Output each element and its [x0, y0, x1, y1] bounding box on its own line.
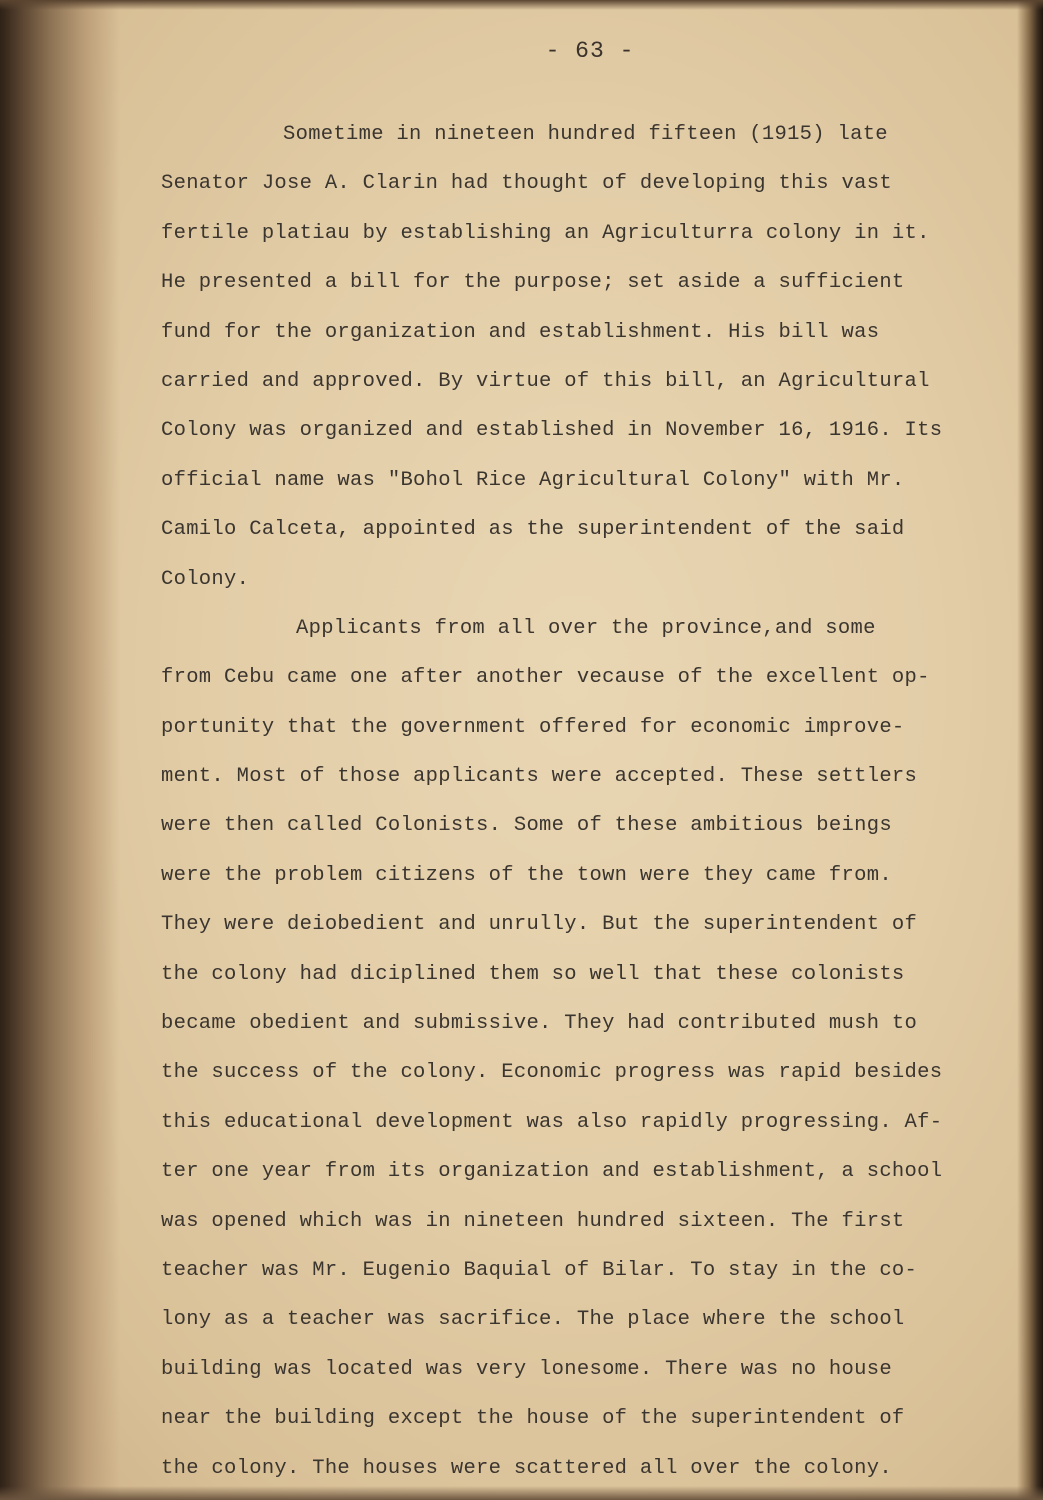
text-line: the success of the colony. Economic progress was rapid besides	[161, 1061, 943, 1085]
text-line: were the problem citizens of the town were they came from.	[161, 863, 892, 887]
text-line: teacher was Mr. Eugenio Baquial of Bilar. To stay in the co-	[161, 1258, 918, 1282]
text-line: lony as a teacher was sacrifice. The place where the school	[161, 1308, 905, 1332]
text-line: building was located was very lonesome. There was no house	[161, 1357, 892, 1381]
text-line: became obedient and submissive. They had contributed mush to	[161, 1012, 918, 1036]
text-line: from Cebu came one after another vecause of the excellent op-	[161, 666, 930, 690]
text-line: fund for the organization and establishment. His bill was	[161, 320, 880, 344]
text-line: Sometime in nineteen hundred fifteen (1915) late	[283, 123, 888, 146]
text-line: They were deiobedient and unrully. But the superintendent of	[161, 913, 918, 937]
page-number: - 63 -	[545, 38, 635, 64]
text-line: near the building except the house of the superintendent of	[161, 1407, 905, 1431]
text-line: was opened which was in nineteen hundred sixteen. The first	[161, 1209, 905, 1233]
text-line: ter one year from its organization and establishment, a school	[161, 1160, 943, 1184]
text-line: Colony.	[161, 567, 250, 591]
text-line: carried and approved. By virtue of this bill, an Agricultural	[161, 369, 930, 393]
text-line: the colony. The houses were scattered all over the colony.	[161, 1456, 892, 1480]
text-line: fertile platiau by establishing an Agriculturra colony in it.	[161, 221, 930, 245]
page-top-edge	[0, 0, 1043, 10]
text-line: ment. Most of those applicants were accepted. These settlers	[161, 765, 918, 789]
page-right-edge	[1017, 0, 1043, 1500]
binding-shadow	[0, 0, 120, 1500]
text-line: this educational development was also rapidly progressing. Af-	[161, 1110, 943, 1134]
text-line: the colony had diciplined them so well that these colonists	[161, 962, 905, 986]
text-line: were then called Colonists. Some of these ambitious beings	[161, 814, 892, 838]
text-line: portunity that the government offered for economic improve-	[161, 715, 905, 739]
text-line: Applicants from all over the province,and some	[296, 616, 876, 640]
text-line: He presented a bill for the purpose; set aside a sufficient	[161, 271, 905, 295]
text-line: Camilo Calceta, appointed as the superintendent of the said	[161, 518, 905, 542]
text-line: Colony was organized and established in November 16, 1916. Its	[161, 419, 943, 443]
body-text	[161, 110, 941, 1493]
text-line: Senator Jose A. Clarin had thought of developing this vast	[161, 172, 892, 196]
text-line: official name was "Bohol Rice Agricultural Colony" with Mr.	[161, 468, 905, 492]
